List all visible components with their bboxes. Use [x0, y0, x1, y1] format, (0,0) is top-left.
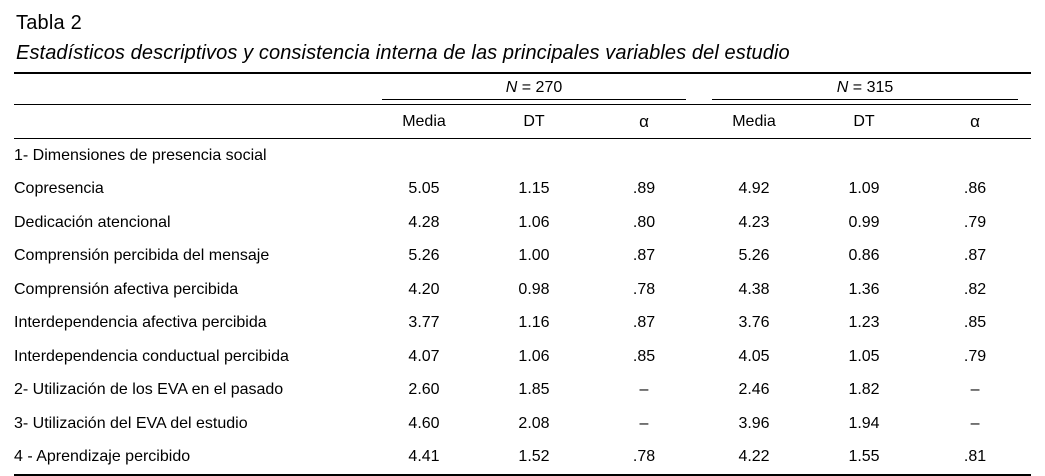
row-cell: .87	[963, 247, 987, 265]
row-cell: 3.76	[738, 314, 770, 332]
row-label: Interdependencia afectiva percibida	[14, 314, 267, 332]
row-cell: –	[970, 381, 980, 399]
statistics-table	[14, 72, 1031, 476]
row-cell: 4.20	[408, 280, 440, 298]
table-row	[14, 139, 1031, 173]
row-cell: 5.05	[408, 180, 440, 198]
row-label: 2- Utilización de los EVA en el pasado	[14, 381, 284, 399]
column-header-dt-1: DT	[479, 105, 589, 139]
column-header-media-2: Media	[699, 105, 809, 139]
table-title: Estadísticos descriptivos y consistencia interna de las principales variables del estudio	[16, 42, 790, 64]
row-cell	[479, 139, 589, 173]
row-cell: .81	[963, 448, 987, 466]
row-cell: .86	[963, 180, 987, 198]
row-cell: .87	[632, 314, 656, 332]
row-cell: 1.36	[848, 280, 880, 298]
row-cell: 1.55	[848, 448, 880, 466]
row-cell	[809, 139, 919, 173]
row-cell: 1.23	[848, 314, 880, 332]
table-row	[14, 374, 1031, 408]
table-row	[14, 340, 1031, 374]
table-row	[14, 273, 1031, 307]
row-cell: .85	[632, 347, 656, 365]
row-cell: –	[639, 381, 649, 399]
row-cell: –	[639, 414, 649, 432]
row-cell: 1.52	[518, 448, 550, 466]
row-cell: 1.06	[518, 347, 550, 365]
row-cell: .78	[632, 280, 656, 298]
row-cell: .85	[963, 314, 987, 332]
row-cell: .79	[963, 213, 987, 231]
row-cell: .89	[632, 180, 656, 198]
column-header-row	[14, 105, 1031, 139]
column-header-media-1: Media	[369, 105, 479, 139]
table-row	[14, 206, 1031, 240]
column-header-alpha-2: α	[919, 105, 1031, 139]
group-header-blank	[14, 73, 369, 105]
row-cell	[589, 139, 699, 173]
row-cell: 3.96	[738, 414, 770, 432]
column-header-blank	[14, 105, 369, 139]
row-cell: 2.08	[518, 414, 550, 432]
row-cell: 4.41	[408, 448, 440, 466]
row-cell: 1.82	[848, 381, 880, 399]
row-cell: 4.23	[738, 213, 770, 231]
row-cell: 4.28	[408, 213, 440, 231]
row-cell: –	[970, 414, 980, 432]
row-cell: 3.77	[408, 314, 440, 332]
row-cell: .79	[963, 347, 987, 365]
row-cell: 0.99	[848, 213, 880, 231]
row-label: 3- Utilización del EVA del estudio	[14, 414, 248, 432]
group-2-symbol: N	[836, 78, 849, 96]
row-cell: 2.46	[738, 381, 770, 399]
group-header-row	[14, 73, 1031, 105]
row-cell: 4.60	[408, 414, 440, 432]
row-cell: 1.00	[518, 247, 550, 265]
row-cell: 2.60	[408, 381, 440, 399]
row-cell: 4.05	[738, 347, 770, 365]
row-cell: 1.05	[848, 347, 880, 365]
table-row	[14, 173, 1031, 207]
row-cell: 1.15	[518, 180, 550, 198]
row-label: 4 - Aprendizaje percibido	[14, 448, 191, 466]
table-row	[14, 407, 1031, 441]
row-cell: 4.07	[408, 347, 440, 365]
row-cell	[369, 139, 479, 173]
row-cell: 0.86	[848, 247, 880, 265]
group-header-1	[369, 73, 699, 105]
row-label: Dedicación atencional	[14, 213, 171, 231]
row-cell: .78	[632, 448, 656, 466]
row-label: Comprensión afectiva percibida	[14, 280, 239, 298]
column-header-alpha-1: α	[589, 105, 699, 139]
group-2-value: = 315	[848, 78, 894, 96]
table-row	[14, 307, 1031, 341]
row-label: Interdependencia conductual percibida	[14, 347, 289, 365]
group-header-2	[699, 73, 1031, 105]
row-cell: 4.22	[738, 448, 770, 466]
row-cell: .80	[632, 213, 656, 231]
row-label: Copresencia	[14, 180, 104, 198]
row-cell: 1.09	[848, 180, 880, 198]
row-label: Comprensión percibida del mensaje	[14, 247, 270, 265]
row-cell: 4.92	[738, 180, 770, 198]
table-number: Tabla 2	[16, 12, 82, 34]
row-cell: 5.26	[408, 247, 440, 265]
row-cell	[699, 139, 809, 173]
row-cell: 1.16	[518, 314, 550, 332]
row-cell	[919, 139, 1031, 173]
row-cell: 0.98	[518, 280, 550, 298]
row-cell: 5.26	[738, 247, 770, 265]
table-row	[14, 240, 1031, 274]
row-cell: 1.94	[848, 414, 880, 432]
group-1-value: = 270	[517, 78, 563, 96]
row-cell: 1.85	[518, 381, 550, 399]
group-1-symbol: N	[505, 78, 518, 96]
row-label: 1- Dimensiones de presencia social	[14, 139, 369, 173]
row-cell: 4.38	[738, 280, 770, 298]
row-cell: 1.06	[518, 213, 550, 231]
row-cell: .87	[632, 247, 656, 265]
row-cell: .82	[963, 280, 987, 298]
column-header-dt-2: DT	[809, 105, 919, 139]
table-row	[14, 441, 1031, 476]
